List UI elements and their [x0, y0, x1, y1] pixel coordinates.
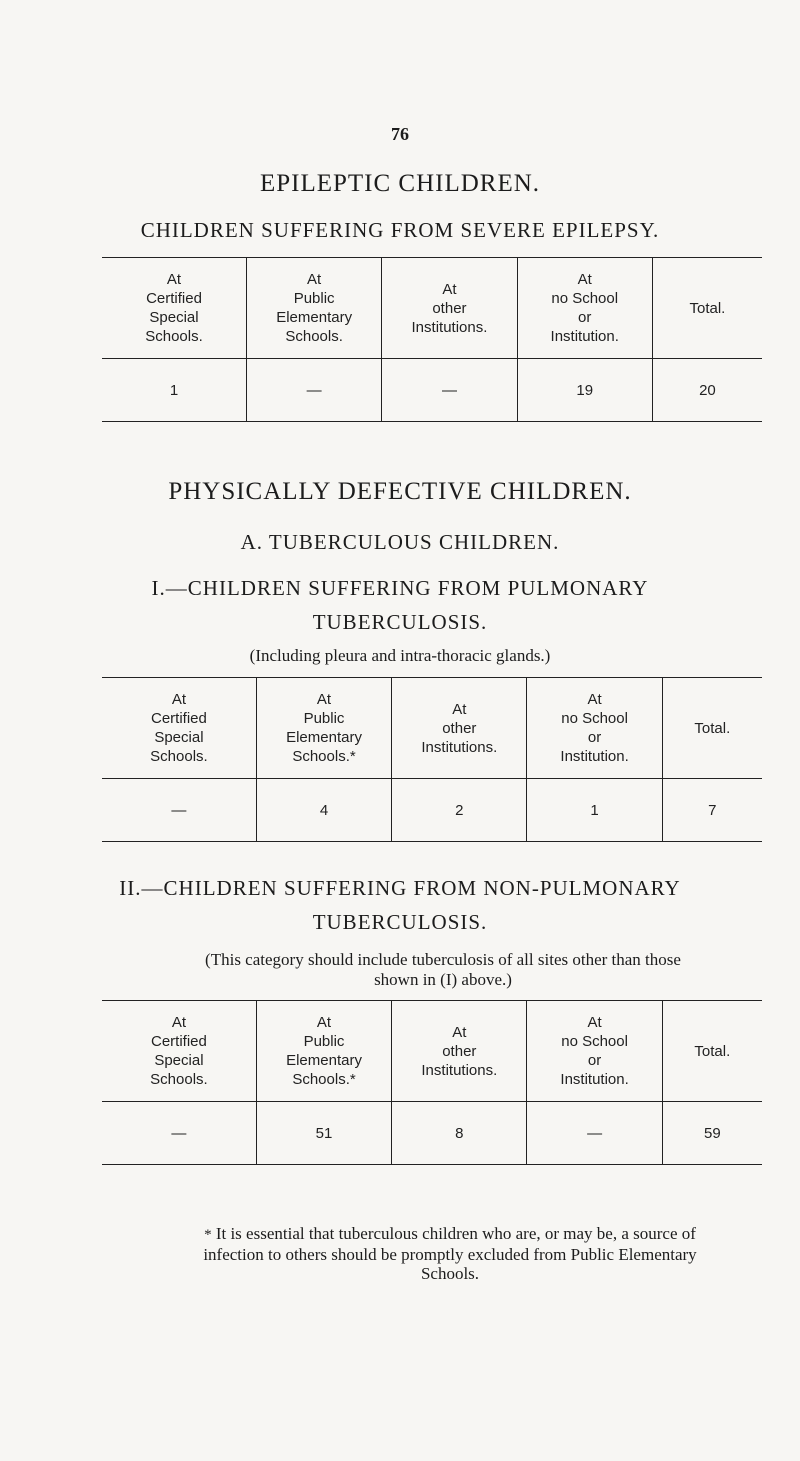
value-certified-special-schools: —: [102, 779, 256, 842]
pulmonary-title-line2: TUBERCULOSIS.: [312, 610, 488, 634]
table-header-row: [102, 258, 762, 359]
non-pulmonary-title-line2: TUBERCULOSIS.: [312, 910, 488, 934]
header-total: Total.: [652, 258, 762, 359]
footnote-line1: It is essential that tuberculous children who are, or may be, a source of: [215, 1224, 696, 1243]
value-certified-special-schools: —: [102, 1102, 256, 1165]
header-other-institutions: At other Institutions.: [392, 1001, 527, 1102]
physically-defective-title: PHYSICALLY DEFECTIVE CHILDREN.: [168, 478, 632, 505]
value-public-elementary-schools: 51: [256, 1102, 391, 1165]
header-other-institutions: At other Institutions.: [392, 678, 527, 779]
value-public-elementary-schools: —: [246, 359, 381, 422]
value-other-institutions: 8: [392, 1102, 527, 1165]
value-total: 7: [662, 779, 762, 842]
footnote-marker: *: [204, 1227, 212, 1243]
table-row: [102, 359, 762, 422]
tuberculous-subtitle: A. TUBERCULOUS CHILDREN.: [240, 530, 560, 554]
footnote-line2: infection to others should be promptly excluded from Public Elementary: [203, 1245, 697, 1264]
epileptic-table: [102, 257, 762, 422]
pulmonary-note: (Including pleura and intra-thoracic glands.): [249, 646, 551, 665]
header-total: Total.: [662, 678, 762, 779]
epileptic-subtitle: CHILDREN SUFFERING FROM SEVERE EPILEPSY.: [140, 218, 660, 242]
header-certified-special-schools: At Certified Special Schools.: [102, 1001, 256, 1102]
table-header-row: [102, 678, 762, 779]
pulmonary-title-line1: I.—CHILDREN SUFFERING FROM PULMONARY: [151, 576, 649, 600]
table-row: [102, 779, 762, 842]
epileptic-title: EPILEPTIC CHILDREN.: [259, 170, 541, 197]
header-no-school-or-institution: At no School or Institution.: [527, 1001, 662, 1102]
value-no-school-or-institution: 1: [527, 779, 662, 842]
page-number: 76: [391, 124, 409, 144]
value-other-institutions: 2: [392, 779, 527, 842]
pulmonary-table: [102, 677, 762, 842]
table-header-row: [102, 1001, 762, 1102]
header-no-school-or-institution: At no School or Institution.: [517, 258, 652, 359]
value-public-elementary-schools: 4: [256, 779, 391, 842]
header-public-elementary-schools: At Public Elementary Schools.: [246, 258, 381, 359]
header-total: Total.: [662, 1001, 762, 1102]
value-total: 20: [652, 359, 762, 422]
value-total: 59: [662, 1102, 762, 1165]
header-no-school-or-institution: At no School or Institution.: [527, 678, 662, 779]
footnote: [130, 1224, 770, 1283]
table-row: [102, 1102, 762, 1165]
header-certified-special-schools: At Certified Special Schools.: [102, 678, 256, 779]
non-pulmonary-table: [102, 1000, 762, 1165]
header-other-institutions: At other Institutions.: [382, 258, 517, 359]
non-pulmonary-note: (This category should include tuberculosis of all sites other than those shown in (I) above.): [205, 950, 681, 989]
header-certified-special-schools: At Certified Special Schools.: [102, 258, 246, 359]
value-no-school-or-institution: 19: [517, 359, 652, 422]
non-pulmonary-title-line1: II.—CHILDREN SUFFERING FROM NON-PULMONARY: [119, 876, 681, 900]
value-no-school-or-institution: —: [527, 1102, 662, 1165]
footnote-line3: Schools.: [420, 1264, 480, 1283]
value-other-institutions: —: [382, 359, 517, 422]
value-certified-special-schools: 1: [102, 359, 246, 422]
header-public-elementary-schools: At Public Elementary Schools.*: [256, 1001, 391, 1102]
header-public-elementary-schools: At Public Elementary Schools.*: [256, 678, 391, 779]
